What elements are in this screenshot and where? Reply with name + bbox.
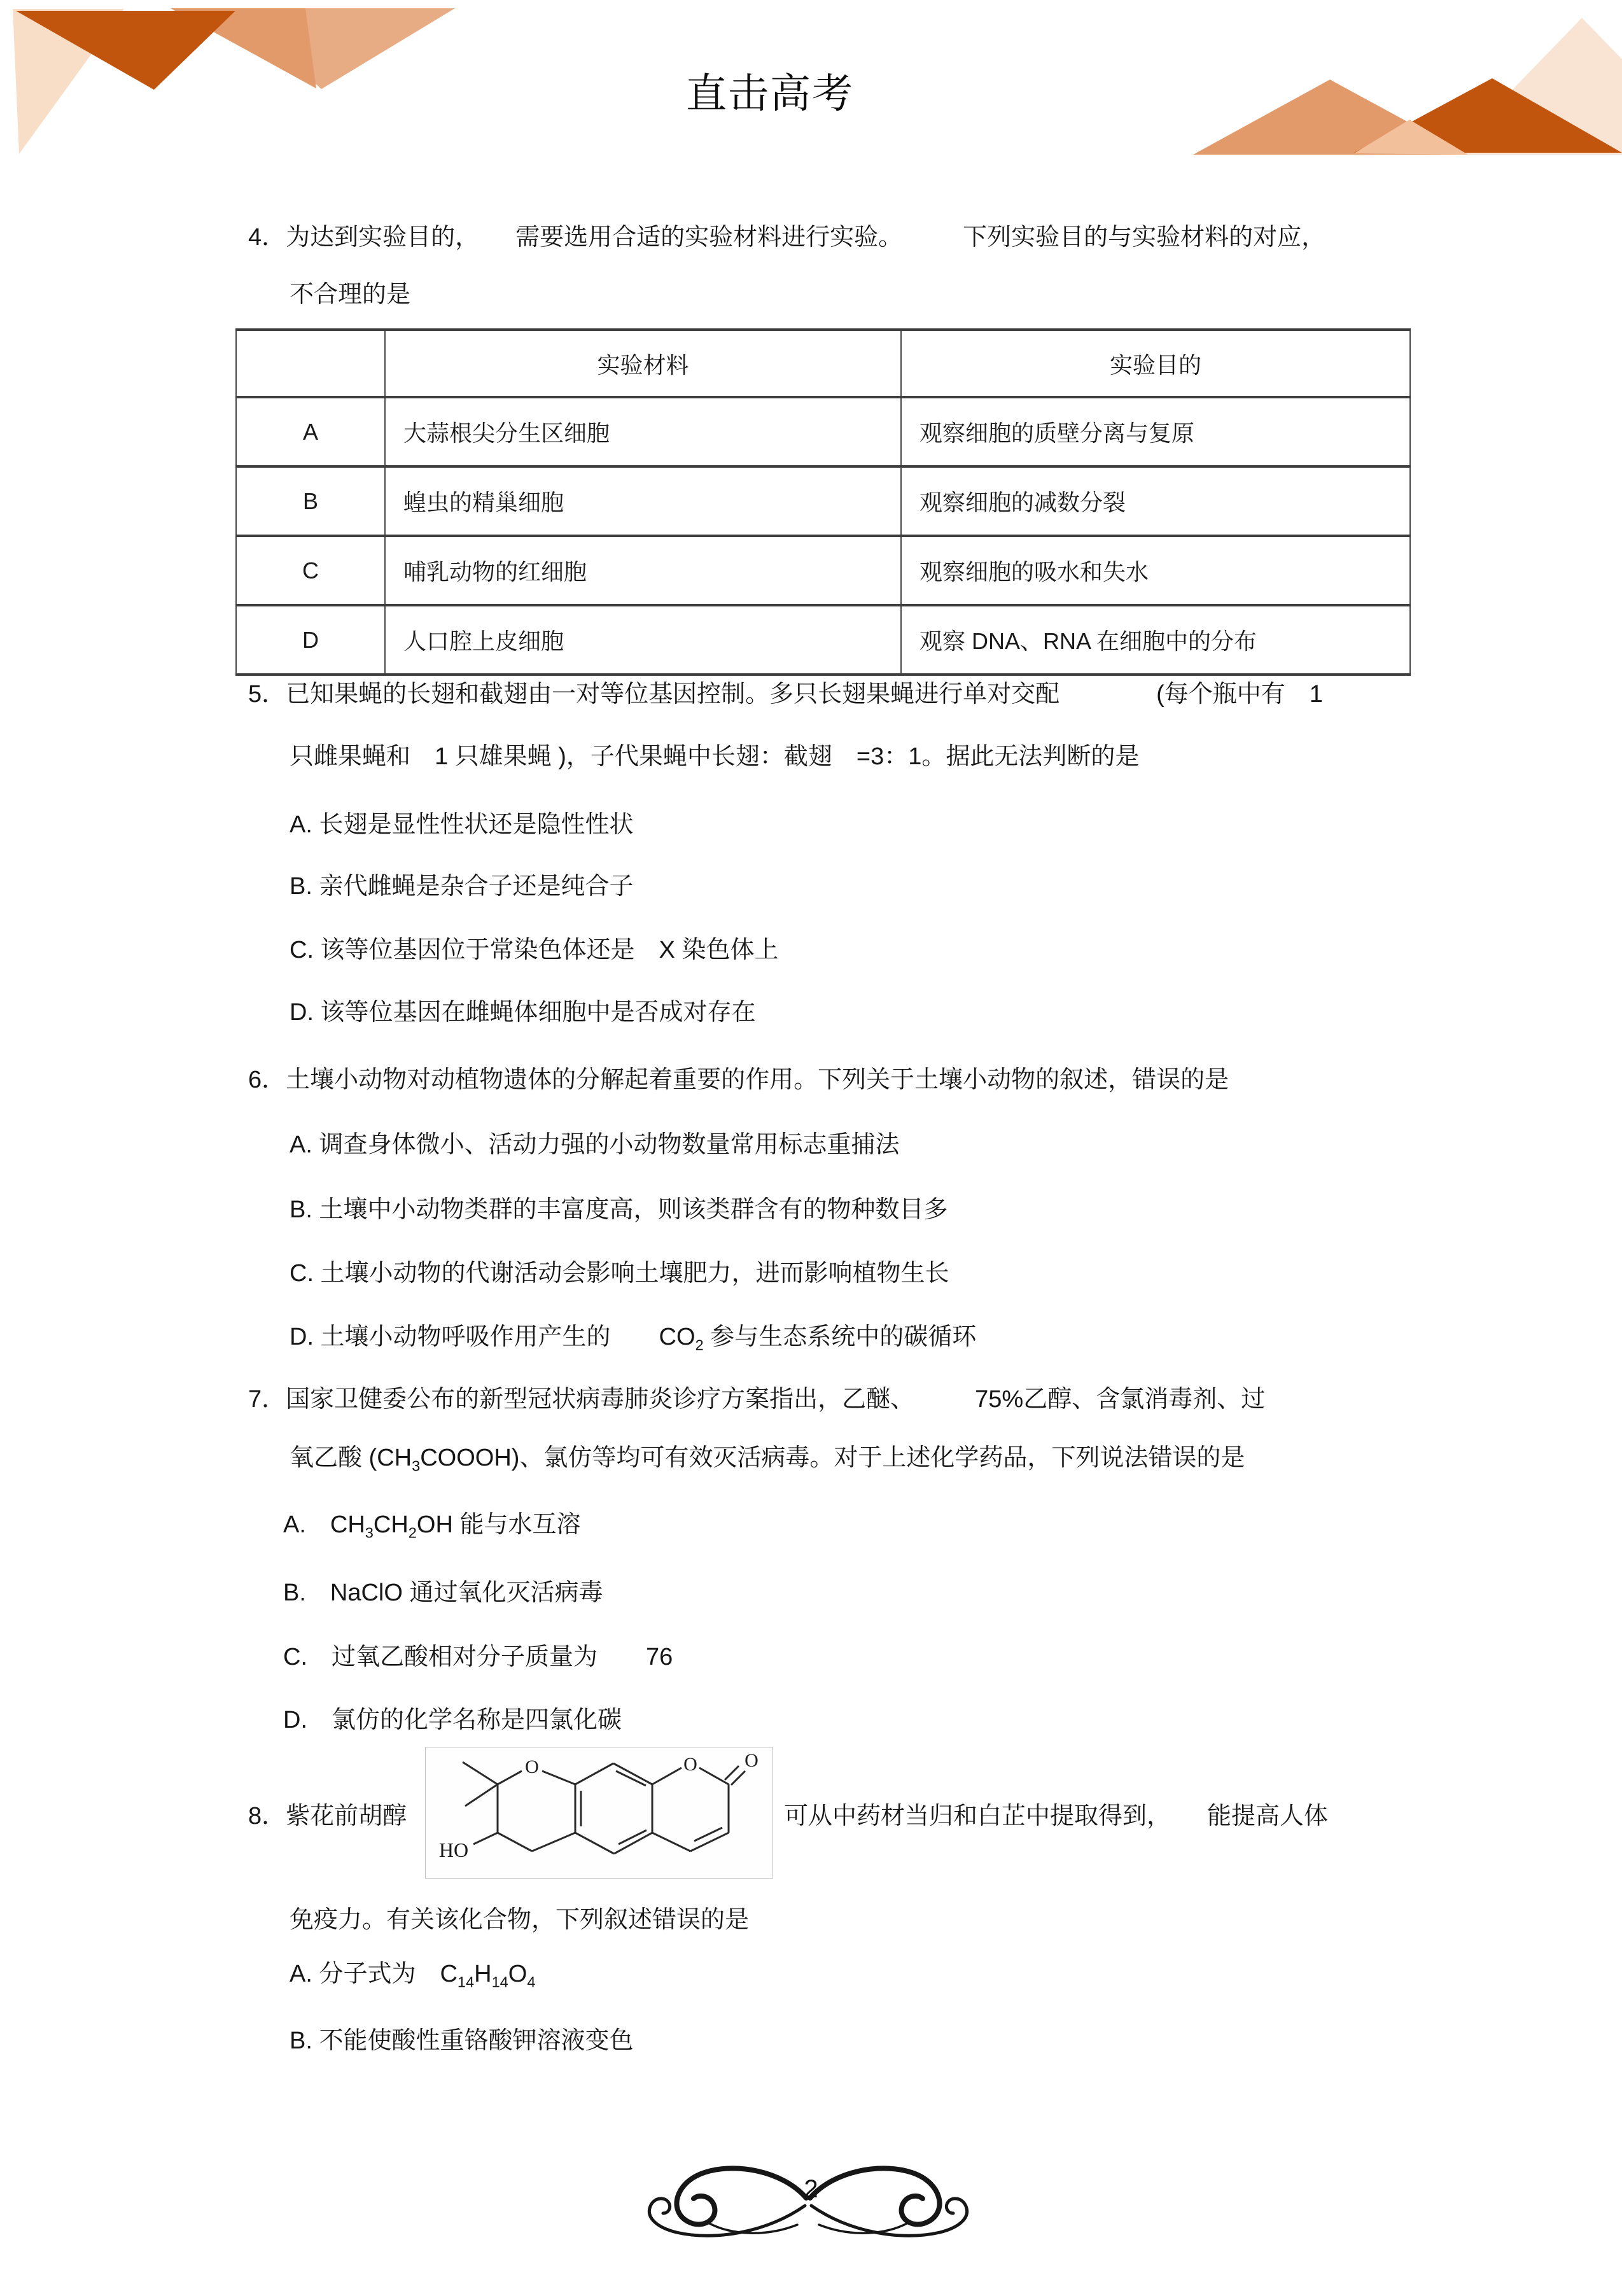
q4-row-d-purpose: 观察 DNA、RNA 在细胞中的分布 [901,605,1410,675]
q4-stem-line1: 4．为达到实验目的， 需要选用合适的实验材料进行实验。 下列实验目的与实验材料的对应， [248,224,1326,251]
q4-row-c-purpose: 观察细胞的吸水和失水 [901,536,1410,605]
q4-table-header-purpose: 实验目的 [901,330,1410,397]
q5-option-a: A. 长翅是显性性状还是隐性性状 [290,811,634,838]
q4-table [235,328,1411,676]
q7-option-b: B. NaClO 通过氧化灭活病毒 [283,1579,603,1606]
table-row [236,605,1410,675]
q4-table-header-row [236,330,1410,397]
q5-option-d: D. 该等位基因在雌蝇体细胞中是否成对存在 [290,999,756,1026]
q7-stem-line2: 氧乙酸 $(CH_3COOOH)$、氯仿等均可有效灭活病毒。对于上述化学药品，下列说法错误的是 [290,1445,1245,1474]
molecule-structure [426,1747,773,1878]
q4-row-b-label: B [236,466,385,536]
footer-flourish-decoration [633,2161,983,2246]
q8-stem-line2: 免疫力。有关该化合物，下列叙述错误的是 [290,1907,750,1933]
page-title: 直击高考 [686,71,854,116]
q4-row-a-purpose: 观察细胞的质壁分离与复原 [901,397,1410,466]
q7-option-d: D. 氯仿的化学名称是四氯化碳 [283,1707,622,1733]
q8-option-b: B. 不能使酸性重铬酸钾溶液变色 [290,2027,634,2054]
table-row [236,536,1410,605]
q8-stem-suffix: 可从中药材当归和白芷中提取得到， 能提高人体 [784,1803,1329,1830]
q4-row-c-label: C [236,536,385,605]
q7-option-c: C. 过氧乙酸相对分子质量为 76 [283,1644,673,1670]
header-right-triangles-decoration [1184,0,1622,159]
q6-option-c: C. 土壤小动物的代谢活动会影响土壤肥力，进而影响植物生长 [290,1260,949,1287]
q7-stem-line1: 7．国家卫健委公布的新型冠状病毒肺炎诊疗方案指出，乙醚、 75%乙醇、含氯消毒剂、过 [248,1386,1266,1413]
q4-row-d-label: D [236,605,385,675]
carbonyl-oxygen-label: O [745,1750,759,1771]
q6-option-a: A. 调查身体微小、活动力强的小动物数量常用标志重捕法 [290,1131,900,1158]
q4-table-header-empty [236,330,385,397]
header-left-triangles-decoration [0,0,465,159]
q4-row-a-label: A [236,397,385,466]
q4-table-header-material: 实验材料 [385,330,901,397]
lactone-oxygen-label: O [683,1754,697,1775]
pyran-oxygen-label: O [525,1756,539,1777]
q4-row-b-purpose: 观察细胞的减数分裂 [901,466,1410,536]
q8-stem-prefix: 8．紫花前胡醇 [248,1803,407,1830]
table-row [236,466,1410,536]
q5-stem-line1: 5．已知果蝇的长翅和截翅由一对等位基因控制。多只长翅果蝇进行单对交配 (每个瓶中有 1 [248,681,1323,708]
q5-option-b: B. 亲代雌蝇是杂合子还是纯合子 [290,873,634,900]
hydroxyl-label: HO [438,1838,469,1861]
q4-row-b-material: 蝗虫的精巢细胞 [385,466,901,536]
q8-option-a: A. 分子式为 $C_{14}H_{14}O_4$ [290,1961,536,1991]
chemical-structure-image [425,1747,773,1879]
table-row [236,397,1410,466]
q6-option-d: D. 土壤小动物呼吸作用产生的 $CO_2$ 参与生态系统中的碳循环 [290,1324,977,1354]
q5-stem-line2: 只雌果蝇和 1 只雄果蝇 )，子代果蝇中长翅：截翅 =3：1。据此无法判断的是 [290,743,1140,770]
q6-stem: 6．土壤小动物对动植物遗体的分解起着重要的作用。下列关于土壤小动物的叙述，错误的是 [248,1067,1229,1093]
q4-row-c-material: 哺乳动物的红细胞 [385,536,901,605]
q4-row-d-material: 人口腔上皮细胞 [385,605,901,675]
page-number: 2 [804,2175,818,2203]
q6-option-b: B. 土壤中小动物类群的丰富度高，则该类群含有的物种数目多 [290,1196,948,1223]
q7-option-a: A. $CH_3CH_2OH$ 能与水互溶 [283,1511,581,1541]
q5-option-c: C. 该等位基因位于常染色体还是 X 染色体上 [290,937,779,963]
q4-row-a-material: 大蒜根尖分生区细胞 [385,397,901,466]
q4-stem-line2: 不合理的是 [290,281,411,308]
